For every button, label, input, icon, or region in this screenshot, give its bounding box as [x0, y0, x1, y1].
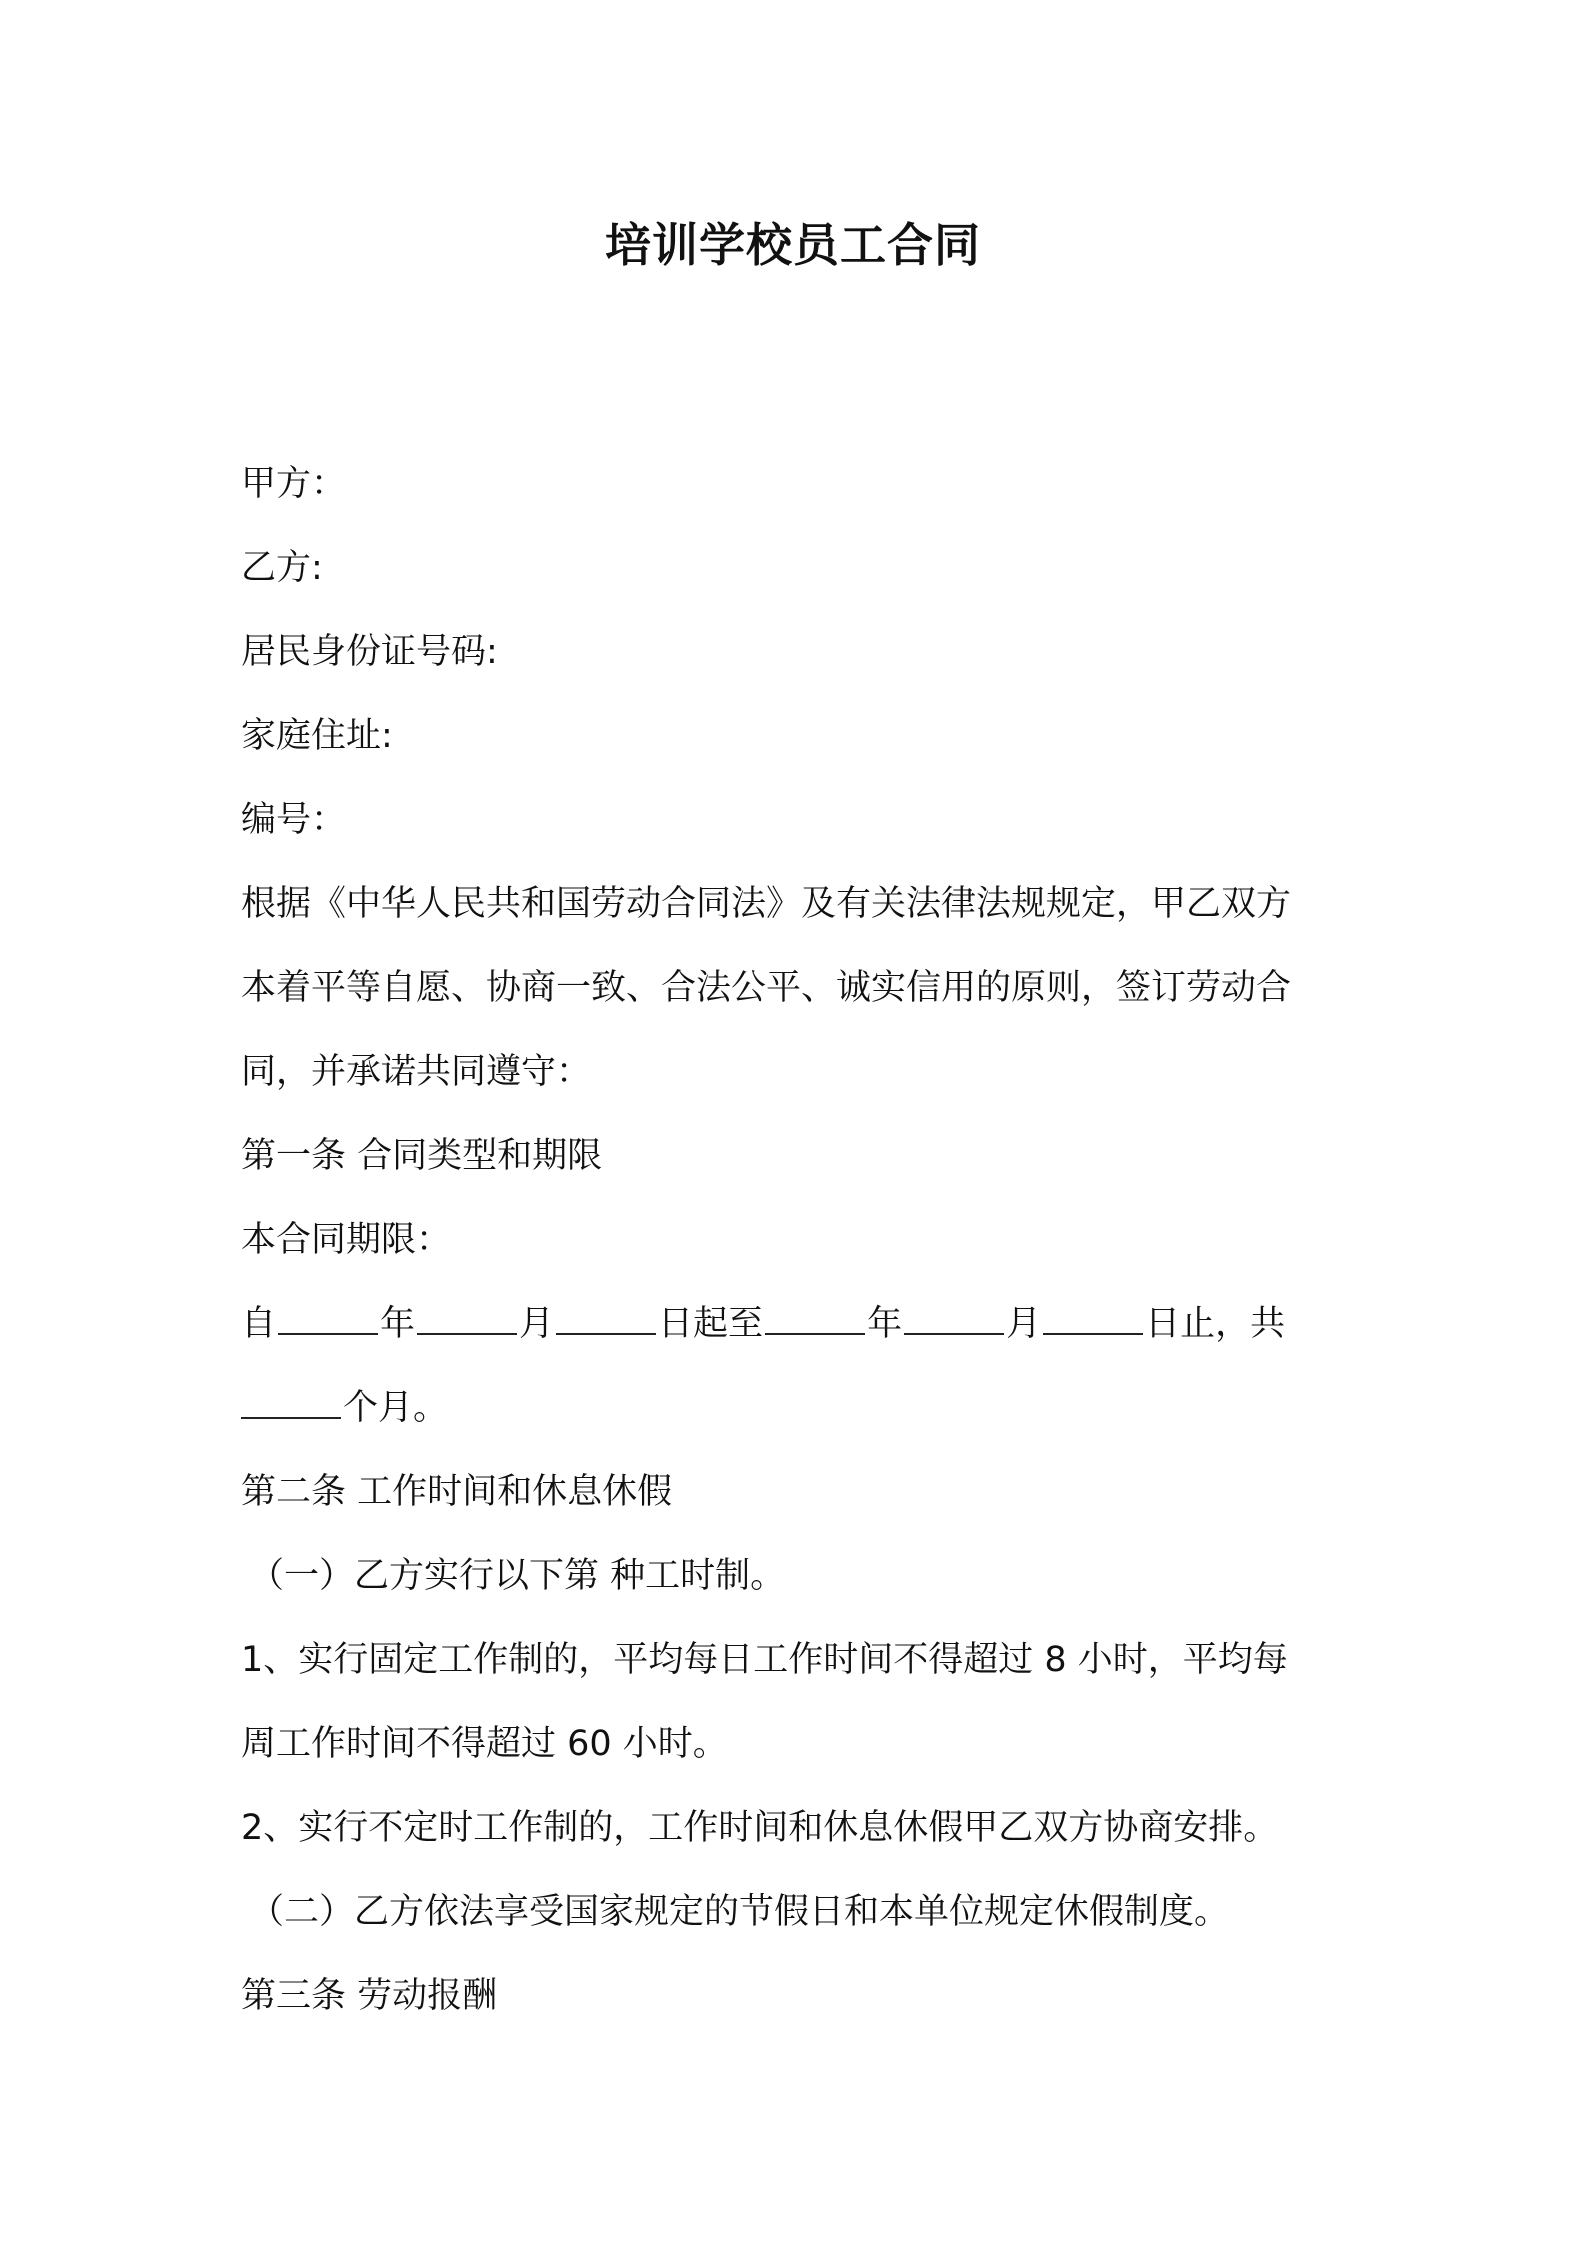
- term-months-line: [241, 1366, 1361, 1450]
- preamble-line-1: 根据《中华人民共和国劳动合同法》及有关法律法规规定，甲乙双方: [241, 884, 1292, 924]
- blank-months: [241, 1383, 341, 1419]
- term-month1-text: 月: [519, 1304, 555, 1344]
- term-label: 本合同期限：: [241, 1220, 452, 1260]
- blank-end-year: [765, 1299, 865, 1335]
- blank-start-month: [417, 1299, 517, 1335]
- blank-start-day: [556, 1299, 656, 1335]
- clause-2-1: （一）乙方实行以下第 种工时制。: [249, 1556, 786, 1596]
- term-months-text: 个月。: [343, 1388, 449, 1428]
- article-2-heading: 第二条 工作时间和休息休假: [241, 1472, 673, 1512]
- preamble-line-2: 本着平等自愿、协商一致、合法公平、诚实信用的原则，签订劳动合: [241, 968, 1292, 1008]
- term-year1-text: 年: [380, 1304, 416, 1344]
- serial-number-label: 编号：: [241, 800, 347, 840]
- preamble-line-3: 同，并承诺共同遵守：: [241, 1052, 592, 1092]
- blank-end-month: [904, 1299, 1004, 1335]
- term-day-end-text: 日止，共: [1145, 1304, 1286, 1344]
- term-month2-text: 月: [1006, 1304, 1042, 1344]
- id-number-label: 居民身份证号码:: [241, 632, 498, 672]
- item-1-line-2: 周工作时间不得超过 60 小时。: [241, 1724, 728, 1764]
- party-a-label: 甲方：: [241, 464, 347, 504]
- item-1-line-1: 1、实行固定工作制的，平均每日工作时间不得超过 8 小时，平均每: [241, 1640, 1288, 1680]
- article-3-heading: 第三条 劳动报酬: [241, 1976, 498, 2016]
- term-year2-text: 年: [867, 1304, 903, 1344]
- article-1-heading: 第一条 合同类型和期限: [241, 1136, 603, 1176]
- home-address-label: 家庭住址:: [241, 716, 393, 756]
- blank-end-day: [1043, 1299, 1143, 1335]
- contract-body: [241, 442, 1361, 2038]
- blank-start-year: [278, 1299, 378, 1335]
- term-day-from-to-text: 日起至: [658, 1304, 764, 1344]
- clause-2-2: （二）乙方依法享受国家规定的节假日和本单位规定休假制度。: [249, 1892, 1230, 1932]
- document-title: 培训学校员工合同: [605, 218, 981, 272]
- party-b-label: 乙方:: [241, 548, 323, 588]
- term-dates-line: [241, 1282, 1361, 1366]
- item-2: 2、实行不定时工作制的，工作时间和休息休假甲乙双方协商安排。: [241, 1808, 1279, 1848]
- term-from-text: 自: [241, 1304, 277, 1344]
